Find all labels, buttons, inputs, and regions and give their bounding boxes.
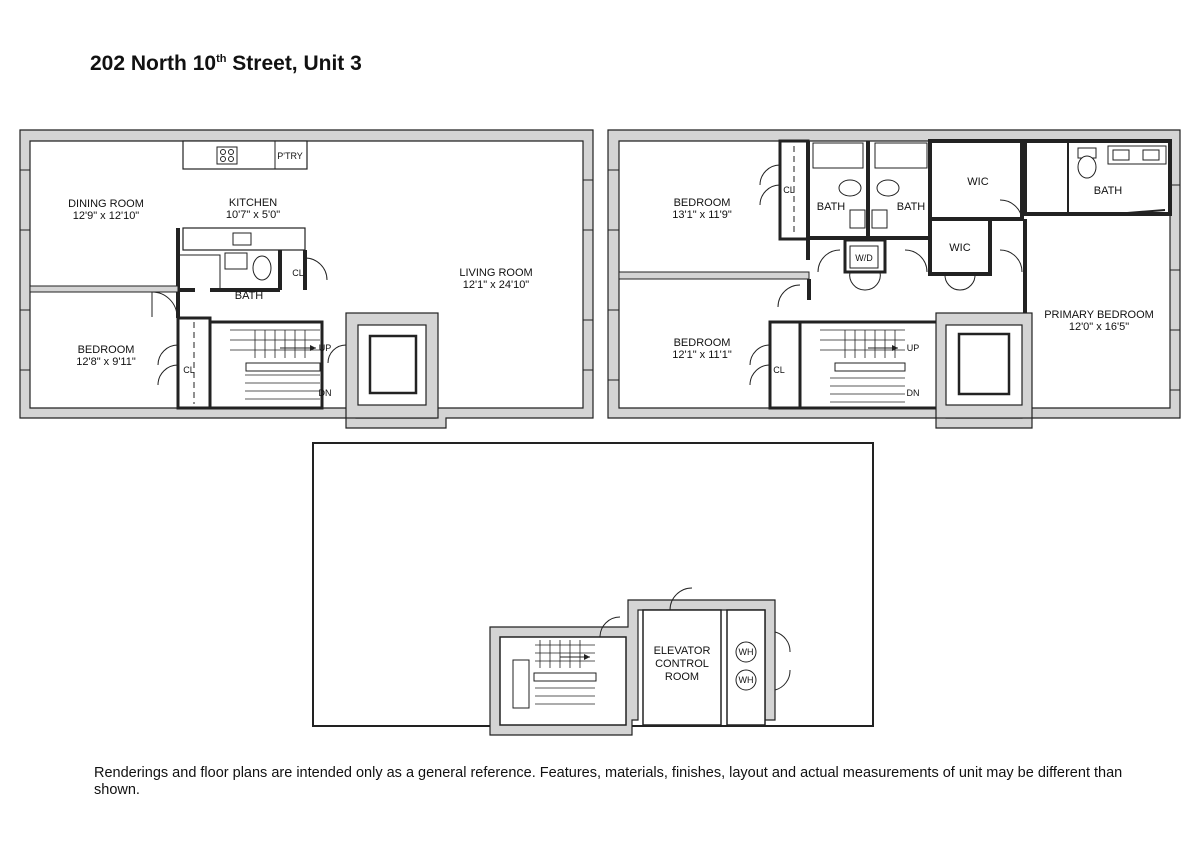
- toilet-icon: [253, 256, 271, 280]
- stair-2-up-label: UP: [906, 343, 920, 353]
- bedroom-3-label: BEDROOM: [673, 337, 731, 349]
- water-heater-1-label: WH: [738, 647, 754, 657]
- roof-level: [313, 443, 873, 735]
- wic-1-label: WIC: [967, 176, 989, 188]
- pantry-label: P'TRY: [277, 151, 303, 161]
- washer-dryer-label: W/D: [855, 253, 873, 263]
- elevator-room-label-2: CONTROL: [655, 658, 709, 670]
- stair-down-label: DN: [318, 388, 332, 398]
- primary-bedroom-label: PRIMARY BEDROOM: [1044, 309, 1154, 321]
- sink-icon: [233, 233, 251, 245]
- floor-1: [20, 130, 593, 428]
- kitchen-dims: 10'7" x 5'0": [225, 209, 281, 221]
- bedroom-1-dims: 12'8" x 9'11": [76, 356, 136, 368]
- bedroom-3-dims: 12'1" x 11'1": [672, 349, 732, 361]
- bedroom-2-dims: 13'1" x 11'9": [672, 209, 732, 221]
- living-room-label: LIVING ROOM: [459, 267, 533, 279]
- bedroom-closet-label: CL: [183, 365, 195, 375]
- stair-up-label: UP: [318, 343, 332, 353]
- primary-bath-label: BATH: [1093, 185, 1123, 197]
- bedroom-1-label: BEDROOM: [77, 344, 135, 356]
- bedroom-2-label: BEDROOM: [673, 197, 731, 209]
- bath-2-label: BATH: [816, 201, 846, 213]
- stair-2-down-label: DN: [906, 388, 920, 398]
- elevator-room-label-3: ROOM: [664, 671, 700, 683]
- disclaimer-text: Renderings and floor plans are intended only as a general reference. Features, materials, finishes, layout and actual measurements of unit may be different than shown.: [94, 765, 1123, 798]
- primary-bedroom-dims: 12'0" x 16'5": [1068, 321, 1130, 333]
- bath-sink-icon: [225, 253, 247, 269]
- living-room-dims: 12'1" x 24'10": [462, 279, 530, 291]
- hall-closet-label: CL: [292, 268, 304, 278]
- dining-room-dims: 12'9" x 12'10": [72, 210, 140, 222]
- title-superscript: th: [216, 53, 227, 65]
- bath-label: BATH: [234, 290, 264, 302]
- kitchen-label: KITCHEN: [228, 197, 278, 209]
- bedroom-2-closet-label: CL: [783, 185, 795, 195]
- bedroom-3-closet-label: CL: [773, 365, 785, 375]
- water-heater-2-label: WH: [738, 675, 754, 685]
- dining-room-label: DINING ROOM: [68, 198, 144, 210]
- bath-3-label: BATH: [896, 201, 926, 213]
- floor-2: [608, 130, 1180, 428]
- elevator-room-label-1: ELEVATOR: [653, 645, 711, 657]
- page-title: 202 North 10th Street, Unit 3: [90, 52, 362, 75]
- stove-icon: [217, 147, 237, 164]
- wic-2-label: WIC: [949, 242, 971, 254]
